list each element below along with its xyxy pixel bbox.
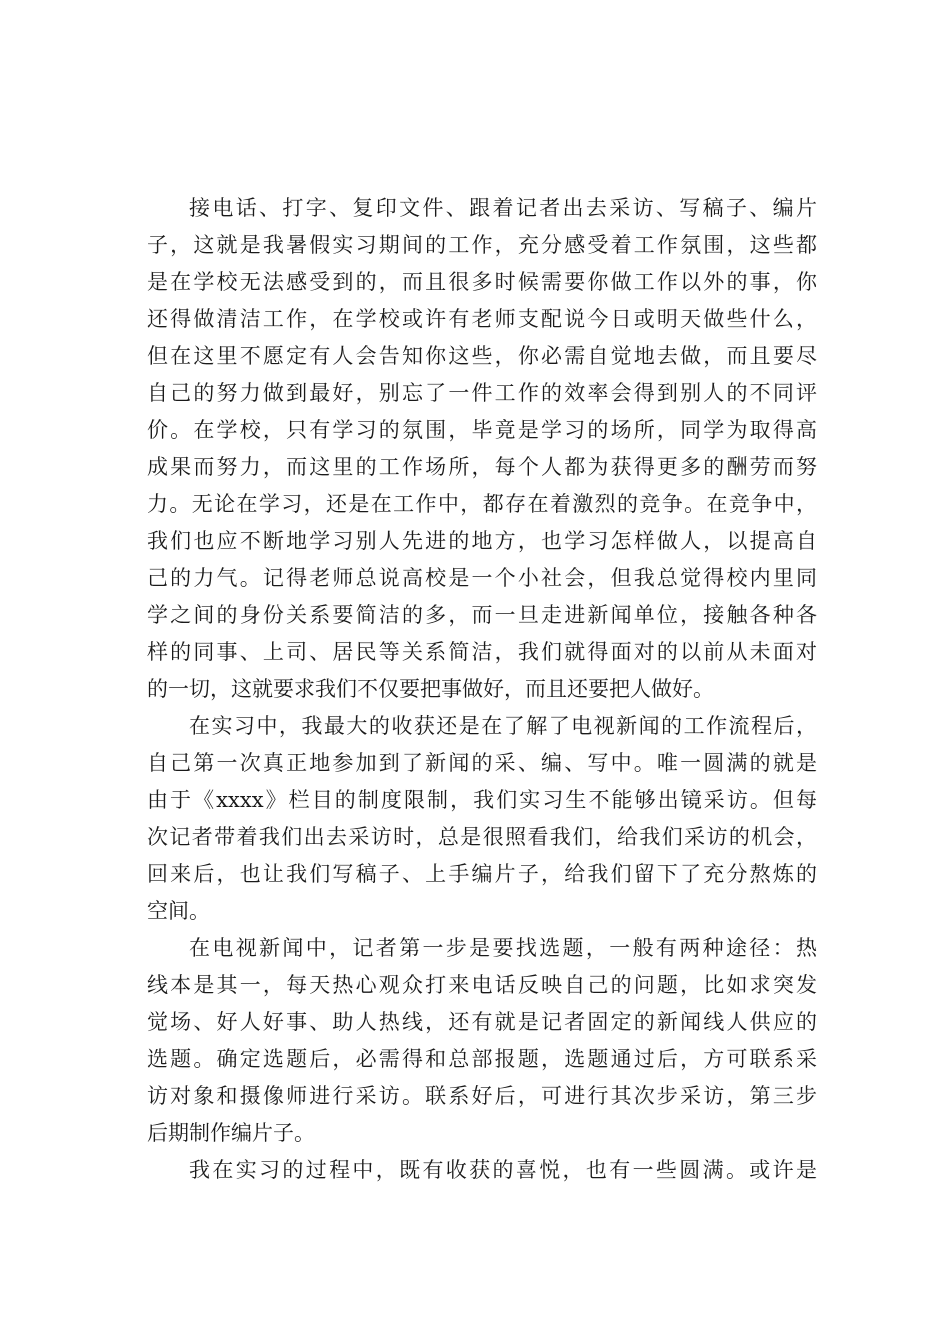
text-line: 觉场、好人好事、助人热线，还有就是记者固定的新闻线人供应的 <box>147 1010 817 1034</box>
document-body <box>147 190 817 1189</box>
text-line: 力。无论在学习，还是在工作中，都存在着激烈的竞争。在竞争中， <box>147 492 817 516</box>
text-line: 自己第一次真正地参加到了新闻的采、编、写中。唯一圆满的就是 <box>147 751 817 775</box>
text-line: 选题。确定选题后，必需得和总部报题，选题通过后，方可联系采 <box>147 1047 817 1071</box>
text-line: 接电话、打字、复印文件、跟着记者出去采访、写稿子、编片 <box>189 196 817 220</box>
text-line: 子，这就是我暑假实习期间的工作，充分感受着工作氛围，这些都 <box>147 233 817 257</box>
text-line: 样的同事、上司、居民等关系简洁，我们就得面对的以前从未面对 <box>147 640 817 664</box>
text-line: 空间。 <box>147 899 210 923</box>
text-line: 我们也应不断地学习别人先进的地方，也学习怎样做人，以提高自 <box>147 529 817 553</box>
text-line: 后期制作编片子。 <box>147 1121 315 1145</box>
paragraph <box>147 930 817 1152</box>
paragraph <box>147 1152 817 1189</box>
text-line: 由于《xxxx》栏目的制度限制，我们实习生不能够出镜采访。但每 <box>147 788 817 812</box>
text-line: 次记者带着我们出去采访时，总是很照看我们，给我们采访的机会， <box>147 825 817 849</box>
text-line: 学之间的身份关系要简洁的多，而一旦走进新闻单位，接触各种各 <box>147 603 817 627</box>
paragraph <box>147 708 817 930</box>
text-line: 己的力气。记得老师总说高校是一个小社会，但我总觉得校内里同 <box>147 566 817 590</box>
text-line: 线本是其一，每天热心观众打来电话反映自己的问题，比如求突发 <box>147 973 817 997</box>
text-line: 成果而努力，而这里的工作场所，每个人都为获得更多的酬劳而努 <box>147 455 817 479</box>
text-line: 是在学校无法感受到的，而且很多时候需要你做工作以外的事，你 <box>147 270 817 294</box>
text-line: 在实习中，我最大的收获还是在了解了电视新闻的工作流程后， <box>189 714 817 738</box>
text-line: 的一切，这就要求我们不仅要把事做好，而且还要把人做好。 <box>147 677 714 701</box>
text-line: 回来后，也让我们写稿子、上手编片子，给我们留下了充分熬炼的 <box>147 862 817 886</box>
text-line: 价。在学校，只有学习的氛围，毕竟是学习的场所，同学为取得高 <box>147 418 817 442</box>
text-line: 还得做清洁工作，在学校或许有老师支配说今日或明天做些什么， <box>147 307 817 331</box>
text-line: 自己的努力做到最好，别忘了一件工作的效率会得到别人的不同评 <box>147 381 817 405</box>
text-line: 在电视新闻中，记者第一步是要找选题，一般有两种途径：热 <box>189 936 817 960</box>
text-line: 但在这里不愿定有人会告知你这些，你必需自觉地去做，而且要尽 <box>147 344 817 368</box>
text-line: 我在实习的过程中，既有收获的喜悦，也有一些圆满。或许是 <box>189 1158 817 1182</box>
paragraph <box>147 190 817 708</box>
text-line: 访对象和摄像师进行采访。联系好后，可进行其次步采访，第三步 <box>147 1084 817 1108</box>
